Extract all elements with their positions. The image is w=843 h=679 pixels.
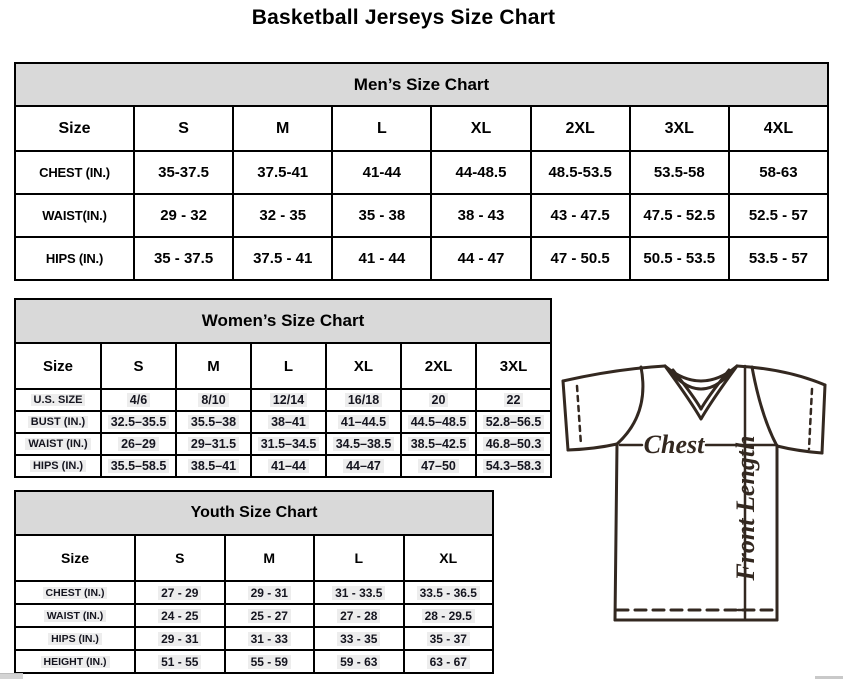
size-cell: 54.3–58.3 [476, 455, 551, 477]
column-header: Size [15, 106, 134, 151]
column-header: 4XL [729, 106, 828, 151]
table-row [15, 627, 493, 650]
size-cell: 38.5–42.5 [401, 433, 476, 455]
table-row [15, 604, 493, 627]
size-cell: 12/14 [251, 389, 326, 411]
size-cell: 44–47 [326, 455, 401, 477]
table-row [15, 237, 828, 280]
column-header: XL [431, 106, 530, 151]
size-cell: 31 - 33 [225, 627, 315, 650]
size-cell: 24 - 25 [135, 604, 225, 627]
size-cell: 26–29 [101, 433, 176, 455]
column-header: L [251, 343, 326, 389]
row-label: CHEST (IN.) [15, 581, 135, 604]
table-row [15, 151, 828, 194]
size-cell: 35.5–38 [176, 411, 251, 433]
row-label: WAIST (IN.) [15, 604, 135, 627]
size-cell: 46.8–50.3 [476, 433, 551, 455]
size-cell: 43 - 47.5 [531, 194, 630, 237]
table-row [15, 581, 493, 604]
column-header: M [233, 106, 332, 151]
page-title: Basketball Jerseys Size Chart [251, 6, 556, 29]
size-cell: 29 - 32 [134, 194, 233, 237]
mens-size-table [14, 62, 829, 281]
column-header: XL [404, 535, 494, 581]
column-header: 3XL [630, 106, 729, 151]
size-cell: 35-37.5 [134, 151, 233, 194]
table-row [15, 411, 551, 433]
row-label: HIPS (IN.) [15, 237, 134, 280]
column-header: L [314, 535, 404, 581]
column-header: M [176, 343, 251, 389]
size-cell: 58-63 [729, 151, 828, 194]
size-cell: 53.5 - 57 [729, 237, 828, 280]
table-row [15, 455, 551, 477]
size-cell: 27 - 29 [135, 581, 225, 604]
size-cell: 63 - 67 [404, 650, 494, 673]
size-cell: 16/18 [326, 389, 401, 411]
table-title: Women’s Size Chart [15, 299, 551, 343]
size-cell: 33 - 35 [314, 627, 404, 650]
size-cell: 38–41 [251, 411, 326, 433]
cutoff-fragment-left [0, 673, 23, 679]
size-cell: 37.5 - 41 [233, 237, 332, 280]
column-header: S [134, 106, 233, 151]
size-cell: 47.5 - 52.5 [630, 194, 729, 237]
column-header: 2XL [531, 106, 630, 151]
column-header: Size [15, 343, 101, 389]
size-cell: 35 - 38 [332, 194, 431, 237]
column-header: L [332, 106, 431, 151]
size-cell: 47 - 50.5 [531, 237, 630, 280]
size-cell: 52.8–56.5 [476, 411, 551, 433]
column-header: S [135, 535, 225, 581]
size-cell: 29 - 31 [225, 581, 315, 604]
size-cell: 32 - 35 [233, 194, 332, 237]
column-header: M [225, 535, 315, 581]
size-cell: 4/6 [101, 389, 176, 411]
table-row [15, 194, 828, 237]
row-label: U.S. SIZE [15, 389, 101, 411]
size-cell: 22 [476, 389, 551, 411]
size-cell: 37.5-41 [233, 151, 332, 194]
size-cell: 31.5–34.5 [251, 433, 326, 455]
size-cell: 41 - 44 [332, 237, 431, 280]
jersey-measurement-diagram [555, 356, 840, 628]
size-cell: 38 - 43 [431, 194, 530, 237]
size-cell: 41-44 [332, 151, 431, 194]
table-row [15, 650, 493, 673]
table-title: Youth Size Chart [15, 491, 493, 535]
row-label: WAIST (IN.) [15, 433, 101, 455]
size-cell: 27 - 28 [314, 604, 404, 627]
size-cell: 29 - 31 [135, 627, 225, 650]
size-cell: 44-48.5 [431, 151, 530, 194]
column-header: Size [15, 535, 135, 581]
size-cell: 50.5 - 53.5 [630, 237, 729, 280]
size-cell: 28 - 29.5 [404, 604, 494, 627]
size-cell: 35 - 37 [404, 627, 494, 650]
table-title: Men’s Size Chart [15, 63, 828, 106]
chest-label: Chest [643, 430, 705, 459]
row-label: WAIST(IN.) [15, 194, 134, 237]
column-header: 2XL [401, 343, 476, 389]
front-length-label: Front Length [731, 435, 760, 581]
size-cell: 44.5–48.5 [401, 411, 476, 433]
table-row [15, 433, 551, 455]
size-cell: 51 - 55 [135, 650, 225, 673]
row-label: HEIGHT (IN.) [15, 650, 135, 673]
youth-size-table [14, 490, 494, 674]
size-cell: 55 - 59 [225, 650, 315, 673]
size-cell: 31 - 33.5 [314, 581, 404, 604]
size-cell: 41–44.5 [326, 411, 401, 433]
size-cell: 47–50 [401, 455, 476, 477]
size-cell: 35 - 37.5 [134, 237, 233, 280]
size-cell: 59 - 63 [314, 650, 404, 673]
column-header: S [101, 343, 176, 389]
size-cell: 34.5–38.5 [326, 433, 401, 455]
womens-size-table [14, 298, 552, 478]
jersey-outline-icon [555, 356, 840, 628]
size-cell: 33.5 - 36.5 [404, 581, 494, 604]
table-row [15, 389, 551, 411]
size-cell: 53.5-58 [630, 151, 729, 194]
row-label: HIPS (IN.) [15, 627, 135, 650]
size-cell: 29–31.5 [176, 433, 251, 455]
size-cell: 8/10 [176, 389, 251, 411]
row-label: CHEST (IN.) [15, 151, 134, 194]
size-cell: 52.5 - 57 [729, 194, 828, 237]
size-cell: 48.5-53.5 [531, 151, 630, 194]
size-cell: 35.5–58.5 [101, 455, 176, 477]
column-header: 3XL [476, 343, 551, 389]
row-label: HIPS (IN.) [15, 455, 101, 477]
size-cell: 20 [401, 389, 476, 411]
size-cell: 25 - 27 [225, 604, 315, 627]
size-cell: 38.5–41 [176, 455, 251, 477]
size-cell: 32.5–35.5 [101, 411, 176, 433]
row-label: BUST (IN.) [15, 411, 101, 433]
size-cell: 41–44 [251, 455, 326, 477]
column-header: XL [326, 343, 401, 389]
size-cell: 44 - 47 [431, 237, 530, 280]
